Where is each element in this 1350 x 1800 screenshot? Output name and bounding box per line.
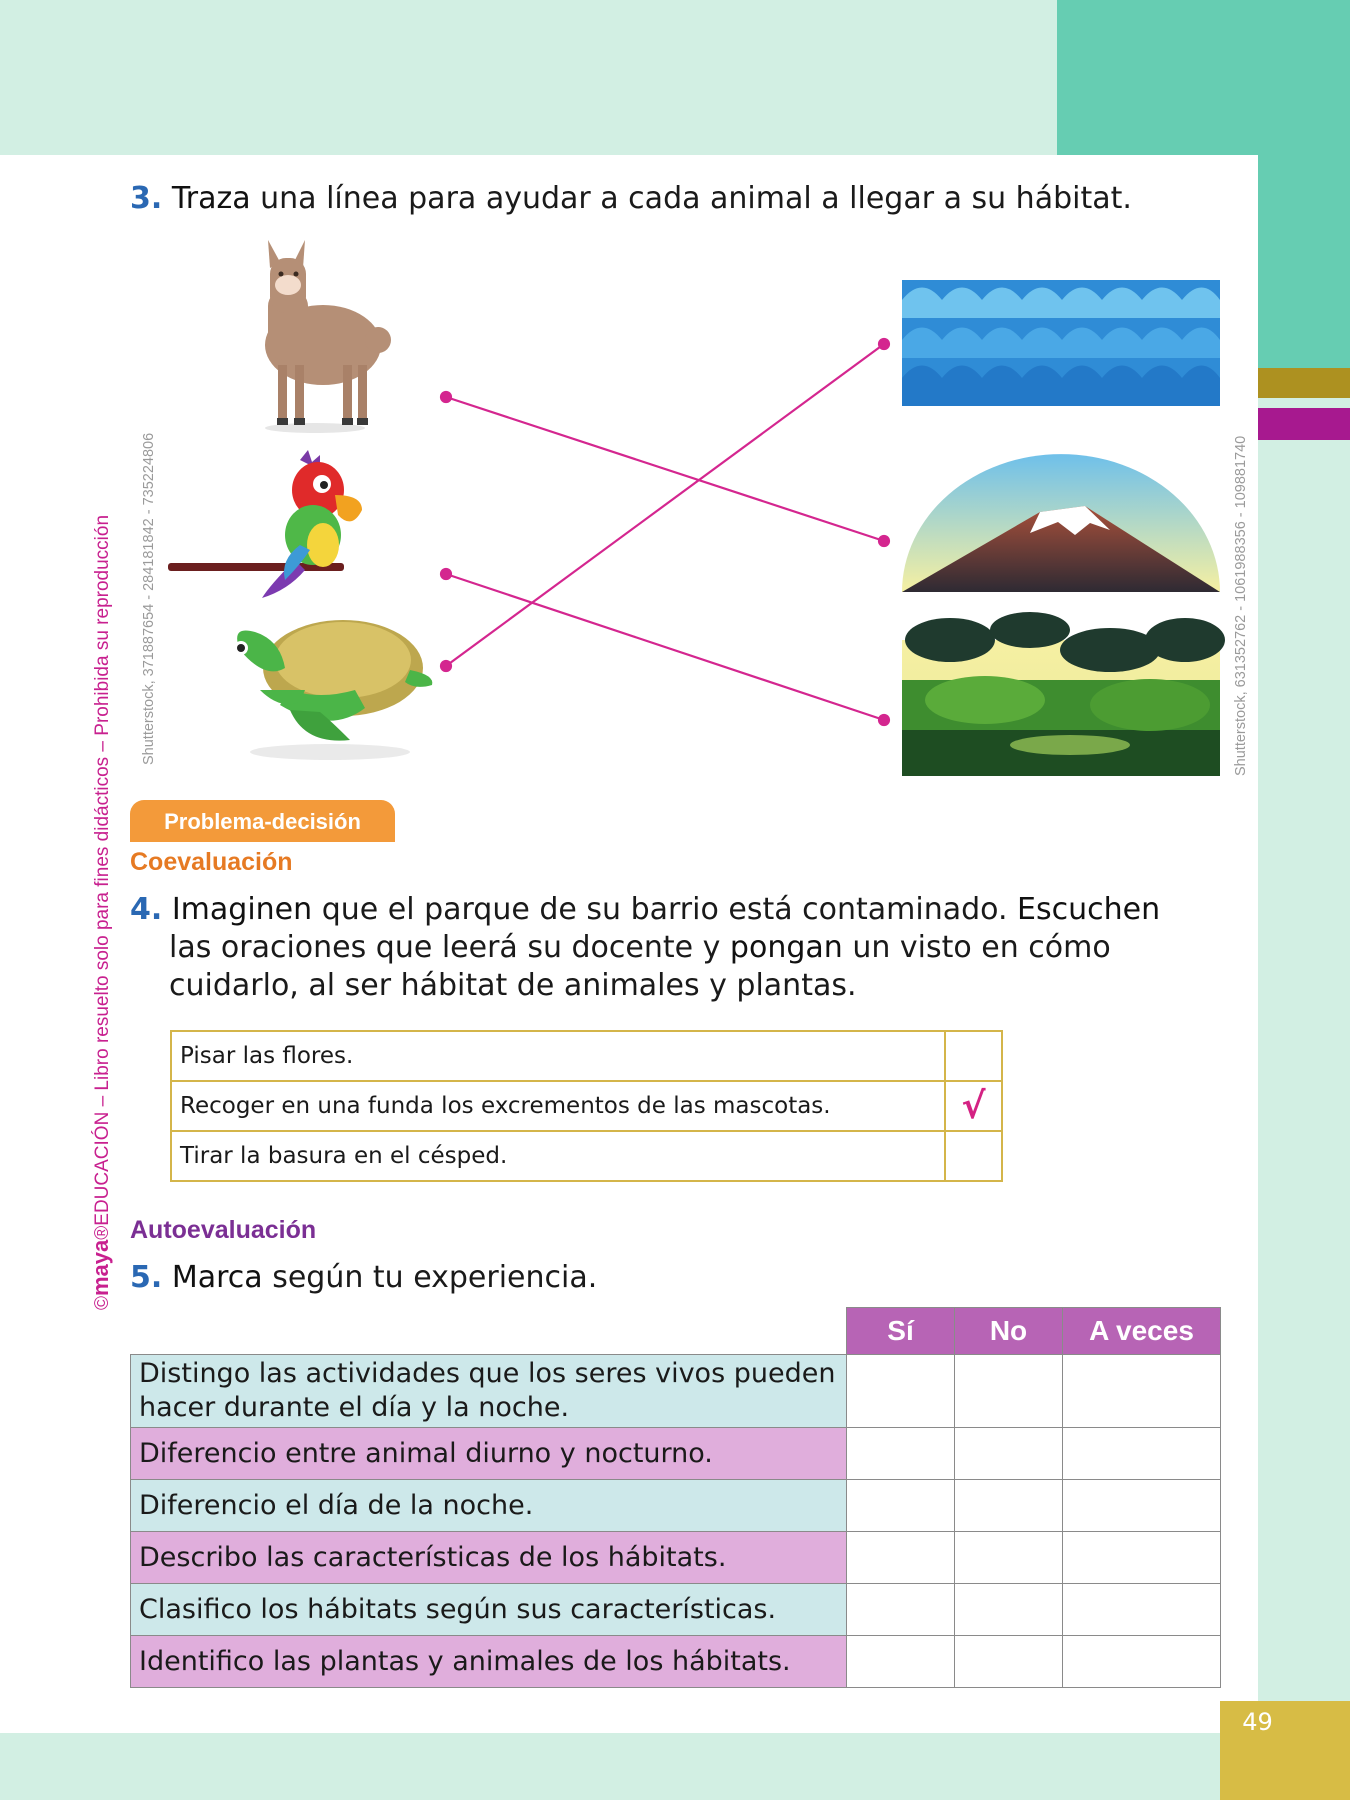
answer-lines xyxy=(441,339,889,725)
checkbox-cell[interactable] xyxy=(945,1031,1002,1081)
mark-no[interactable] xyxy=(955,1584,1063,1636)
brand-logo: maya xyxy=(88,1239,113,1296)
turtle-illustration xyxy=(234,620,432,760)
criterion: Diferencio entre animal diurno y nocturno. xyxy=(131,1428,847,1480)
copyright-notice: ©maya®EDUCACIÓN – Libro resuelto solo para fines didácticos – Prohibida su reproducción xyxy=(88,514,113,1310)
self-evaluation-heading: Autoevaluación xyxy=(130,1216,317,1244)
criterion: Describo las características de los hábitats. xyxy=(131,1532,847,1584)
table-row xyxy=(171,1031,1002,1081)
llama-illustration xyxy=(265,240,391,433)
mark-si[interactable] xyxy=(847,1355,955,1428)
mark-si[interactable] xyxy=(847,1532,955,1584)
ocean-habitat-image xyxy=(902,280,1220,406)
mark-si[interactable] xyxy=(847,1636,955,1688)
mark-a-veces[interactable] xyxy=(1063,1532,1221,1584)
checkbox-cell[interactable] xyxy=(945,1131,1002,1181)
header-si: Sí xyxy=(847,1308,955,1355)
table-row xyxy=(131,1584,1221,1636)
question-5: 5. Marca según tu experiencia. xyxy=(130,1260,598,1295)
mountain-habitat-image xyxy=(902,454,1220,592)
action-text: Pisar las flores. xyxy=(171,1031,945,1081)
mark-si[interactable] xyxy=(847,1584,955,1636)
mark-a-veces[interactable] xyxy=(1063,1636,1221,1688)
mark-no[interactable] xyxy=(955,1480,1063,1532)
matching-activity xyxy=(0,0,1350,800)
criterion: Diferencio el día de la noche. xyxy=(131,1480,847,1532)
coevaluation-heading: Coevaluación xyxy=(130,848,293,876)
header-a-veces: A veces xyxy=(1063,1308,1221,1355)
mark-a-veces[interactable] xyxy=(1063,1480,1221,1532)
table-row xyxy=(131,1428,1221,1480)
header-no: No xyxy=(955,1308,1063,1355)
self-evaluation-table xyxy=(130,1307,1221,1688)
page-number: 49 xyxy=(1242,1708,1273,1736)
table-row xyxy=(131,1636,1221,1688)
table-row xyxy=(171,1131,1002,1181)
question-4: 4. Imaginen que el parque de su barrio está contaminado. Escuchen las oraciones que leerá su docente y pongan un visto en cómo cuidarlo, al ser hábitat de animales y plantas. xyxy=(130,892,1161,1003)
jungle-habitat-image xyxy=(902,612,1225,776)
mark-a-veces[interactable] xyxy=(1063,1584,1221,1636)
image-credit-left: Shutterstock, 371887654 - 284181842 - 735224806 xyxy=(141,432,157,765)
mark-no[interactable] xyxy=(955,1532,1063,1584)
table-row xyxy=(131,1532,1221,1584)
table-row xyxy=(171,1081,1002,1131)
criterion: Clasifico los hábitats según sus características. xyxy=(131,1584,847,1636)
care-actions-table xyxy=(170,1030,1003,1182)
mark-si[interactable] xyxy=(847,1428,955,1480)
parrot-illustration xyxy=(168,450,362,598)
question-3: 3. Traza una línea para ayudar a cada animal a llegar a su hábitat. xyxy=(130,181,1132,216)
criterion: Distingo las actividades que los seres vivos pueden hacer durante el día y la noche. xyxy=(131,1355,847,1428)
image-credit-right: Shutterstock, 631352762 - 1061988356 - 109881740 xyxy=(1233,435,1249,776)
mark-no[interactable] xyxy=(955,1636,1063,1688)
mark-a-veces[interactable] xyxy=(1063,1428,1221,1480)
mark-no[interactable] xyxy=(955,1355,1063,1428)
mark-a-veces[interactable] xyxy=(1063,1355,1221,1428)
header-row xyxy=(131,1308,1221,1355)
action-text: Recoger en una funda los excrementos de las mascotas. xyxy=(171,1081,945,1131)
mark-si[interactable] xyxy=(847,1480,955,1532)
criterion: Identifico las plantas y animales de los hábitats. xyxy=(131,1636,847,1688)
check-mark[interactable]: √ xyxy=(945,1081,1002,1131)
mark-no[interactable] xyxy=(955,1428,1063,1480)
action-text: Tirar la basura en el césped. xyxy=(171,1131,945,1181)
table-row xyxy=(131,1480,1221,1532)
problem-decision-badge: Problema-decisión xyxy=(130,800,395,842)
table-row xyxy=(131,1355,1221,1428)
